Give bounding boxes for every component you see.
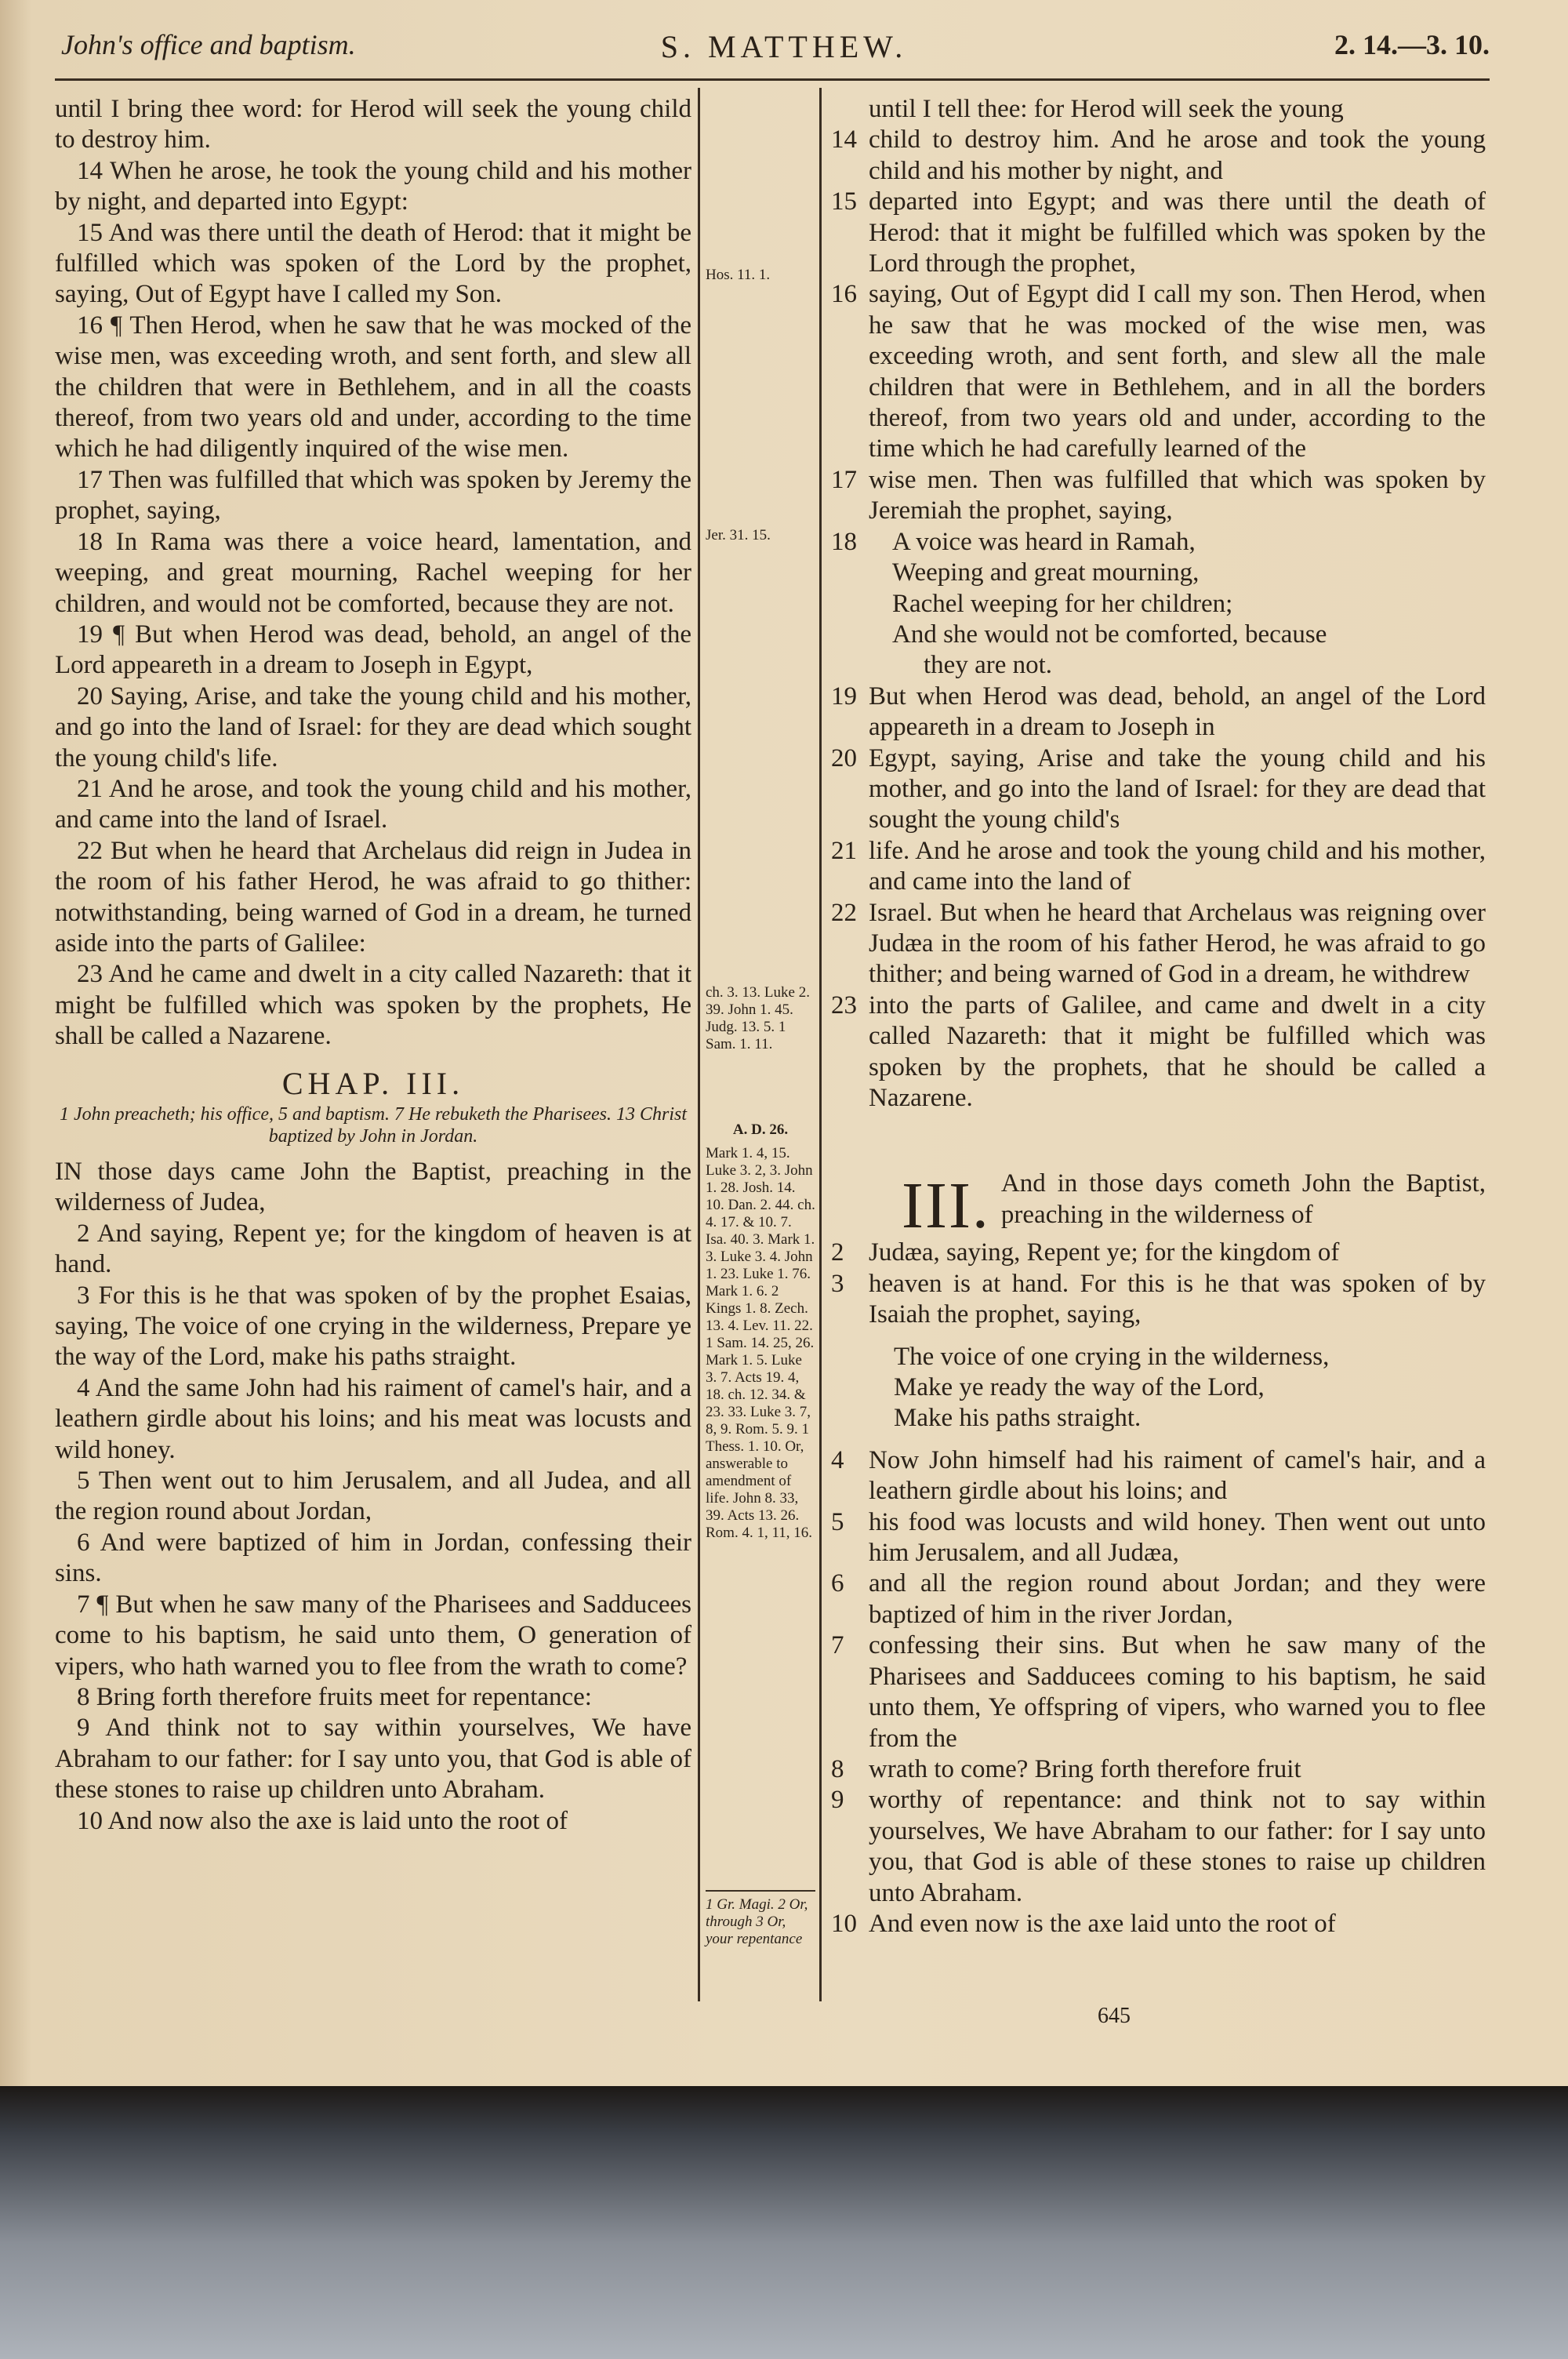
column-divider-left xyxy=(698,88,700,2001)
kjv-verse: 16 ¶ Then Herod, when he saw that he was mocked of the wise men, was exceeding wroth, and sent forth, and slew all the children that were in Bethlehem, and in all the coasts thereof, from two years old and under, according to the time which he had diligently inquired of the wise men. xyxy=(55,311,691,463)
kjv-verse: 8 Bring forth therefore fruits meet for repentance: xyxy=(77,1682,592,1711)
kjv-verse: IN those days came John the Baptist, preaching in the wilderness of Judea, xyxy=(55,1158,691,1217)
marginal-references xyxy=(706,94,815,2000)
authorized-version-column xyxy=(55,94,691,2000)
book-title: S. MATTHEW. xyxy=(660,29,908,64)
rv-verse: 14 child to destroy him. And he arose and took the young child and his mother by night, and xyxy=(831,125,1486,185)
margin-ref: Jer. 31. 15. xyxy=(706,527,771,543)
kjv-verse: 18 In Rama was there a voice heard, lamentation, and weeping, and great mourning, Rachel weeping for her children, and would not be comforted, because they are not. xyxy=(55,527,691,618)
page-number: 645 xyxy=(1098,2004,1131,2028)
kjv-verse: until I bring thee word: for Herod will seek the young child to destroy him. xyxy=(55,95,691,154)
kjv-verse: 3 For this is he that was spoken of by the prophet Esaias, saying, The voice of one crying in the wilderness, Prepare ye the way of the Lord, make his paths straight. xyxy=(55,1281,691,1372)
rv-verse: 22 Israel. But when he heard that Archelaus was reigning over Judæa in the room of his father Herod, he was afraid to go thither; and being warned of God in a dream, he withdrew xyxy=(831,898,1486,989)
rv-verse: 4 Now John himself had his raiment of camel's hair, and a leathern girdle about his loins; and xyxy=(831,1445,1486,1506)
rv-verse: 17 wise men. Then was fulfilled that which was spoken by Jeremiah the prophet, saying, xyxy=(831,465,1486,525)
chapter-summary: 1 John preacheth; his office, 5 and baptism. 7 He rebuketh the Pharisees. 13 Christ baptized by John in Jordan. xyxy=(59,1104,688,1147)
kjv-verse: 23 And he came and dwelt in a city called Nazareth: that it might be fulfilled which was spoken by the prophets, He shall be called a Nazarene. xyxy=(55,960,691,1051)
rv-chapter-start xyxy=(831,1169,1486,1238)
footnotes: 1 Gr. Magi. 2 Or, through 3 Or, your repentance xyxy=(706,1890,815,1948)
kjv-verse: 21 And he arose, and took the young child and his mother, and came into the land of Israel. xyxy=(55,774,691,834)
kjv-verse: 7 ¶ But when he saw many of the Pharisees and Sadducees come to his baptism, he said unto them, O generation of vipers, who hath warned you to flee from the wrath to come? xyxy=(55,1590,691,1681)
rv-verse: 8 wrath to come? Bring forth therefore fruit xyxy=(831,1754,1301,1783)
rv-verse: 6 and all the region round about Jordan; and they were baptized of him in the river Jordan, xyxy=(831,1569,1486,1629)
kjv-verse: 5 Then went out to him Jerusalem, and all Judea, and all the region round about Jordan, xyxy=(55,1467,691,1526)
rv-verse: 7 confessing their sins. But when he saw many of the Pharisees and Sadducees coming to his baptism, he said unto them, Ye offspring of vipers, who warned you to flee from the xyxy=(831,1631,1486,1753)
chapter-heading: CHAP. III. xyxy=(281,1065,465,1101)
rv-verse: until I tell thee: for Herod will seek the young xyxy=(869,95,1344,123)
kjv-verse: 22 But when he heard that Archelaus did reign in Judea in the room of his father Herod, he was afraid to go thither: notwithstanding, being warned of God in a dream, he turned aside into the parts of Galilee: xyxy=(55,836,691,958)
rv-verse: 2 Judæa, saying, Repent ye; for the kingdom of xyxy=(831,1238,1340,1267)
kjv-verse: 9 And think not to say within yourselves, We have Abraham to our father: for I say unto you, that God is able of these stones to raise up children unto Abraham. xyxy=(55,1714,691,1805)
background-surface xyxy=(0,2086,1568,2359)
column-divider-right xyxy=(819,88,822,2001)
kjv-verse: 19 ¶ But when Herod was dead, behold, an angel of the Lord appeareth in a dream to Joseph in Egypt, xyxy=(55,620,691,680)
rv-poetry: The voice of one crying in the wilderness, Make ye ready the way of the Lord, Make his paths straight. xyxy=(894,1342,1330,1433)
margin-ref-group: Mark 1. 4, 15. Luke 3. 2, 3. John 1. 28. Josh. 14. 10. Dan. 2. 44. ch. 4. 17. & 10. 7. Isa. 40. 3. Mark 1. 3. Luke 3. 4. John 1. 23. Luke 1. 76. Mark 1. 6. 2 Kings 1. 8. Zech. 13. 4. Lev. 11. 22. 1 Sam. 14. 25, 26. Mark 1. 5. Luke 3. 7. Acts 19. 4, 18. ch. 12. 34. & 23. 33. Luke 3. 7, 8, 9. Rom. 5. 9. 1 Thess. 1. 10. Or, answerable to amendment of life. John 8. 33, 39. Acts 13. 26. Rom. 4. 1, 11, 16. xyxy=(706,1145,815,1541)
margin-ref: Hos. 11. 1. xyxy=(706,267,771,283)
revised-version-column xyxy=(831,94,1486,2000)
running-head-left: John's office and baptism. xyxy=(61,29,356,60)
rv-verse: 15 departed into Egypt; and was there until the death of Herod: that it might be fulfilled which was spoken by the Lord through the prophet, xyxy=(831,187,1486,278)
rv-verse: 3 heaven is at hand. For this is he that was spoken of by Isaiah the prophet, saying, xyxy=(831,1269,1486,1329)
rv-poetry: 18 A voice was heard in Ramah, Weeping and great mourning, Rachel weeping for her children; And she would not be comforted, because they are not. xyxy=(831,527,1327,680)
rv-verse: 20 Egypt, saying, Arise and take the young child and his mother, and go into the land of Israel: for they are dead that sought the young child's xyxy=(831,743,1486,834)
kjv-verse: 15 And was there until the death of Herod: that it might be fulfilled which was spoken of the Lord by the prophet, saying, Out of Egypt have I called my Son. xyxy=(55,218,691,309)
rv-verse: 23 into the parts of Galilee, and came and dwelt in a city called Nazareth: that it might be fulfilled which was spoken by the prophets, that he should be called a Nazarene. xyxy=(831,990,1486,1112)
margin-ref-group: ch. 3. 13. Luke 2. 39. John 1. 45. Judg. 13. 5. 1 Sam. 1. 11. xyxy=(706,984,810,1052)
kjv-verse: 14 When he arose, he took the young child and his mother by night, and departed into Egypt: xyxy=(55,156,691,216)
rv-verse: 5 his food was locusts and wild honey. Then went out unto him Jerusalem, and all Judæa, xyxy=(831,1507,1486,1568)
rv-verse: 10 And even now is the axe laid unto the root of xyxy=(831,1909,1336,1938)
kjv-verse: 6 And were baptized of him in Jordan, confessing their sins. xyxy=(55,1528,691,1588)
rv-verse: 21 life. And he arose and took the young child and his mother, and came into the land of xyxy=(831,836,1486,896)
chapter-verse-range: 2. 14.—3. 10. xyxy=(1334,29,1490,60)
kjv-verse: 4 And the same John had his raiment of camel's hair, and a leathern girdle about his loins; and his meat was locusts and wild honey. xyxy=(55,1373,691,1464)
rv-verse: 16 saying, Out of Egypt did I call my son. Then Herod, when he saw that he was mocked of the wise men, was exceeding wroth, and sent forth, and slew all the male children that were in Bethlehem, and in all the borders thereof, from two years old and under, according to the time which he had carefully learned of the xyxy=(831,280,1486,463)
kjv-verse: 10 And now also the axe is laid unto the root of xyxy=(77,1806,568,1835)
header-rule xyxy=(55,78,1490,81)
chapter-numeral: III. xyxy=(902,1169,990,1238)
kjv-verse: 2 And saying, Repent ye; for the kingdom of heaven is at hand. xyxy=(55,1219,691,1279)
kjv-verse: 20 Saying, Arise, and take the young child and his mother, and go into the land of Israel: for they are dead which sought the young child's life. xyxy=(55,682,691,772)
date-note: A. D. 26. xyxy=(732,1121,789,1138)
rv-verse: 9 worthy of repentance: and think not to say within yourselves, We have Abraham to our father: for I say unto you, that God is able of these stones to raise up children unto Abraham. xyxy=(831,1786,1486,1907)
rv-verse: 19 But when Herod was dead, behold, an angel of the Lord appeareth in a dream to Joseph in xyxy=(831,682,1486,742)
kjv-verse: 17 Then was fulfilled that which was spoken by Jeremy the prophet, saying, xyxy=(55,465,691,525)
rv-verse: And in those days cometh John the Baptist, preaching in the wilderness of xyxy=(1000,1169,1486,1229)
